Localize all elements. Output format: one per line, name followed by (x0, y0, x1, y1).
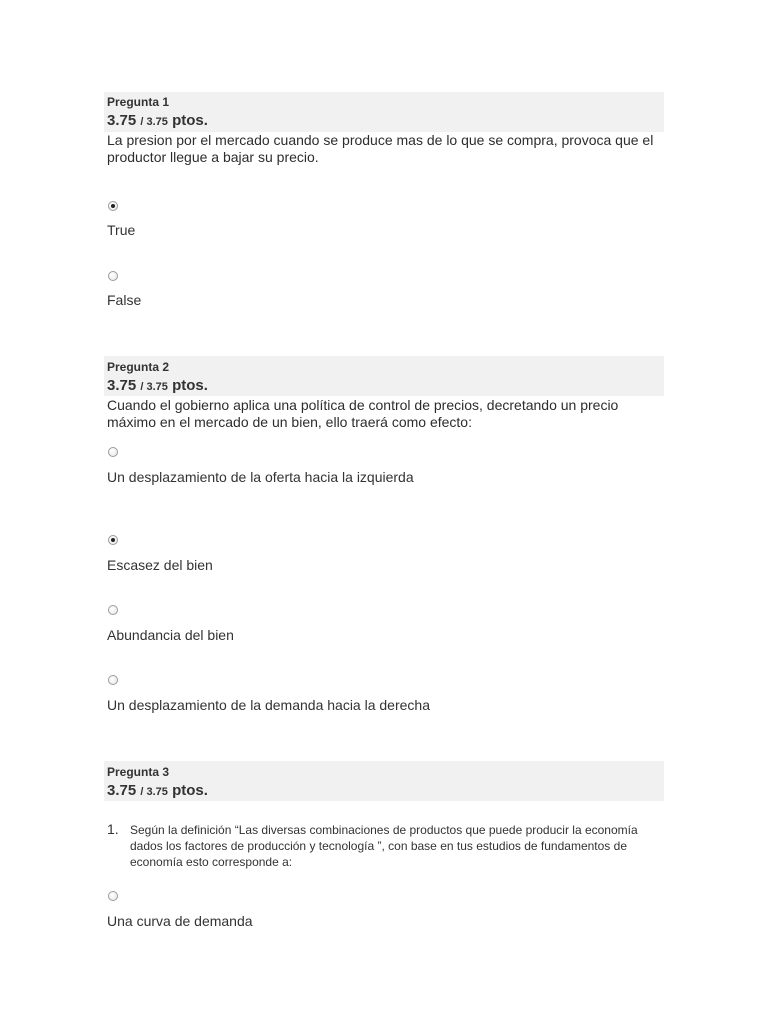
score-value: 3.75 (107, 112, 137, 129)
radio-option-abundancia[interactable] (108, 605, 118, 615)
option-label-true: True (107, 222, 136, 238)
score-unit: ptos. (172, 782, 208, 799)
option-label-demanda-derecha: Un desplazamiento de la demanda hacia la derecha (107, 697, 430, 713)
score-total: / 3.75 (140, 786, 168, 798)
option-label-false: False (107, 292, 142, 308)
radio-option-oferta-izquierda[interactable] (108, 447, 118, 457)
question-score-1 (107, 112, 208, 129)
question-score-2 (107, 377, 208, 394)
radio-option-curva-demanda[interactable] (108, 891, 118, 901)
question-body-3: Según la definición “Las diversas combinaciones de productos que puede producir la economía dados los factores de producción y tecnología ”, con base en tus estudios de fundamentos de economía esto corresponde a: (130, 823, 638, 869)
option-label-escasez: Escasez del bien (107, 557, 213, 573)
question-score-3 (107, 782, 208, 799)
score-value: 3.75 (107, 782, 137, 799)
list-number: 1. (107, 821, 119, 837)
question-title-1: Pregunta 1 (107, 95, 170, 109)
radio-option-true[interactable] (108, 201, 118, 211)
option-label-abundancia: Abundancia del bien (107, 627, 234, 643)
radio-option-false[interactable] (108, 271, 118, 281)
question-text-1: La presion por el mercado cuando se produce mas de lo que se compra, provoca que el productor llegue a bajar su precio. (107, 132, 654, 165)
score-total: / 3.75 (140, 381, 168, 393)
option-label-curva-demanda: Una curva de demanda (107, 913, 253, 929)
question-title-3: Pregunta 3 (107, 765, 170, 779)
score-value: 3.75 (107, 377, 137, 394)
radio-option-escasez[interactable] (108, 535, 118, 545)
question-text-2: Cuando el gobierno aplica una política de control de precios, decretando un precio máximo en el mercado de un bien, ello traerá como efecto: (107, 397, 619, 430)
score-unit: ptos. (172, 377, 208, 394)
radio-option-demanda-derecha[interactable] (108, 675, 118, 685)
option-label-oferta-izquierda: Un desplazamiento de la oferta hacia la izquierda (107, 469, 414, 485)
question-title-2: Pregunta 2 (107, 360, 170, 374)
score-total: / 3.75 (140, 116, 168, 128)
score-unit: ptos. (172, 112, 208, 129)
